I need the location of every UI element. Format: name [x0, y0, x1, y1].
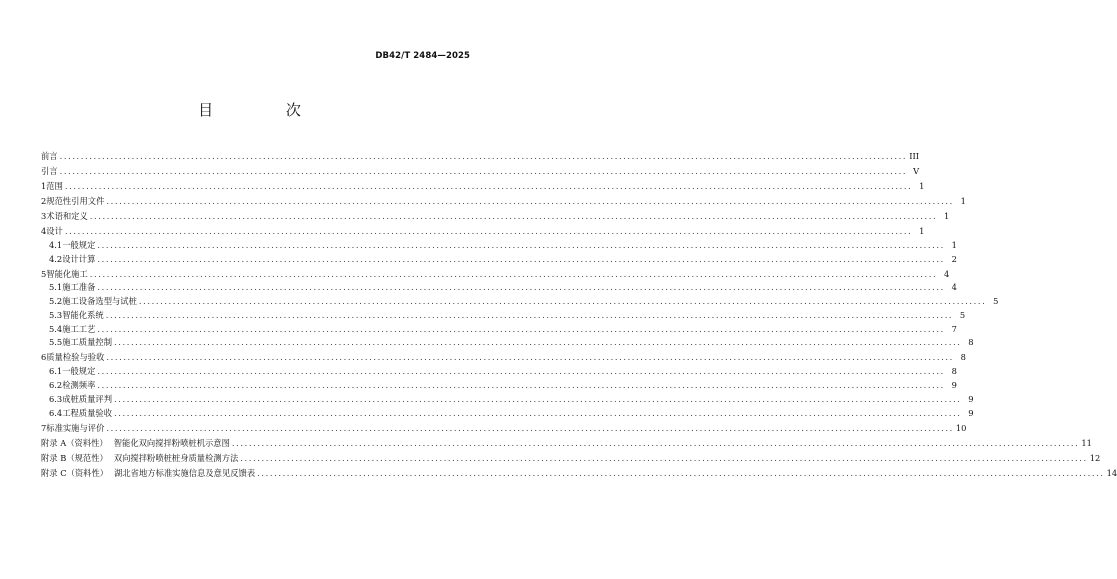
toc-entry-number: 5.5 — [49, 337, 63, 348]
toc-entry[interactable] — [41, 281, 957, 295]
toc-entry-number: 5.3 — [49, 309, 63, 320]
toc-entry-title: 湖北省地方标准实施信息及意见反馈表 — [114, 467, 256, 478]
toc-entry-number: 5.2 — [49, 296, 63, 307]
toc-entry-page: 7 — [951, 323, 957, 334]
toc-entry[interactable] — [41, 422, 967, 436]
toc-entry-title: 前言 — [41, 151, 58, 161]
toc-entry-number: 4.2 — [49, 253, 63, 264]
toc-entry-title: 设计 — [46, 225, 63, 236]
toc-entry[interactable] — [41, 452, 1101, 466]
dot-leader: ........................................................................................................................................................................................................ — [89, 268, 938, 279]
toc-entry-page: 8 — [960, 352, 966, 363]
toc-entry-title: 质量检验与验收 — [46, 352, 105, 363]
dot-leader: ........................................................................................................................................................................................................ — [257, 467, 1105, 478]
dot-leader: ........................................................................................................................................................................................................ — [240, 452, 1088, 463]
toc-entry-title: 施工设备选型与试桩 — [62, 296, 137, 307]
dot-leader: ........................................................................................................................................................................................................ — [64, 225, 913, 236]
toc-entry-title: 工程质量验收 — [62, 407, 112, 418]
toc-entry-title: 施工工艺 — [62, 323, 96, 334]
page-title: 目 次 — [198, 101, 335, 119]
toc-entry[interactable] — [41, 210, 950, 224]
toc-entry-title: 范围 — [46, 180, 63, 191]
toc-entry[interactable] — [41, 225, 925, 239]
toc-entry[interactable] — [41, 268, 950, 282]
toc-entry-number: 4 — [41, 225, 47, 236]
toc-entry-page: 5 — [993, 296, 999, 307]
dot-leader: ........................................................................................................................................................................................................ — [59, 165, 908, 176]
toc-entry-number: 6.3 — [49, 393, 63, 404]
toc-entry[interactable] — [41, 195, 966, 209]
toc-entry-title: 成桩质量评判 — [62, 393, 112, 404]
toc-entry[interactable] — [41, 407, 974, 421]
dot-leader: ........................................................................................................................................................................................................ — [231, 437, 1080, 448]
toc-entry-page: 4 — [943, 268, 950, 279]
dot-leader: ........................................................................................................................................................................................................ — [114, 407, 962, 418]
toc-entry[interactable] — [41, 393, 974, 407]
toc-entry-page: 9 — [968, 393, 974, 404]
toc-entry-page: 14 — [1106, 467, 1117, 478]
dot-leader: ........................................................................................................................................................................................................ — [89, 210, 938, 221]
dot-leader: ........................................................................................................................................................................................................ — [106, 422, 954, 433]
dot-leader: ........................................................................................................................................................................................................ — [106, 195, 954, 206]
dot-leader: ........................................................................................................................................................................................................ — [97, 253, 945, 264]
toc-entry-page: 5 — [959, 309, 966, 320]
toc-entry[interactable] — [41, 323, 957, 337]
toc-entry-title: 施工质量控制 — [62, 337, 112, 348]
dot-leader: ........................................................................................................................................................................................................ — [114, 337, 962, 348]
toc-entry-title: 一般规定 — [62, 366, 96, 377]
toc-entry-number: 附录 C（资料性） — [41, 467, 109, 478]
toc-entry[interactable] — [41, 180, 925, 194]
toc-entry-page: III — [909, 151, 920, 161]
toc-entry-title: 标准实施与评价 — [46, 422, 105, 433]
toc-entry-title: 引言 — [41, 165, 58, 176]
toc-entry-title: 一般规定 — [62, 239, 96, 250]
toc-entry-number: 附录 A（资料性） — [41, 437, 108, 448]
dot-leader: ........................................................................................................................................................................................................ — [97, 323, 945, 334]
toc-entry[interactable] — [41, 150, 920, 164]
toc-entry[interactable] — [41, 379, 957, 393]
toc-entry-page: 1 — [960, 195, 966, 206]
table-of-contents — [41, 150, 1117, 480]
toc-entry-number: 6.1 — [49, 366, 63, 377]
toc-entry[interactable] — [41, 336, 974, 350]
dot-leader: ........................................................................................................................................................................................................ — [97, 282, 945, 293]
toc-entry-number: 6.4 — [49, 407, 63, 418]
dot-leader: ........................................................................................................................................................................................................ — [97, 380, 945, 391]
toc-entry[interactable] — [41, 295, 999, 309]
dot-leader: ........................................................................................................................................................................................................ — [106, 352, 954, 363]
toc-entry-title: 智能化双向搅拌粉喷桩机示意图 — [113, 437, 230, 448]
toc-entry-page: 12 — [1089, 452, 1101, 463]
toc-entry-page: 1 — [919, 225, 925, 236]
toc-entry-title: 术语和定义 — [46, 210, 88, 221]
toc-entry-number: 7 — [41, 422, 47, 433]
toc-entry[interactable] — [41, 239, 957, 253]
toc-entry-number: 5.1 — [49, 282, 63, 293]
document-code: DB42/T 2484—2025 — [375, 51, 470, 61]
toc-entry-title: 施工准备 — [62, 282, 96, 293]
toc-entry-page: 2 — [951, 253, 957, 264]
toc-entry[interactable] — [41, 165, 920, 179]
dot-leader: ........................................................................................................................................................................................................ — [64, 180, 913, 191]
toc-entry-page: 1 — [919, 180, 925, 191]
toc-entry-title: 双向搅拌粉喷桩桩身质量检测方法 — [113, 452, 239, 463]
toc-entry-page: 1 — [943, 210, 950, 221]
toc-entry-page: 8 — [968, 337, 974, 348]
toc-entry[interactable] — [41, 365, 957, 379]
toc-entry-number: 5 — [41, 268, 47, 279]
toc-entry-number: 附录 B（规范性） — [41, 452, 108, 463]
toc-entry-page: 9 — [951, 380, 957, 391]
toc-entry-page: 11 — [1081, 437, 1092, 448]
toc-entry-number: 6 — [41, 352, 47, 363]
toc-entry[interactable] — [41, 309, 966, 323]
toc-entry-number: 3 — [41, 210, 47, 221]
dot-leader: ........................................................................................................................................................................................................ — [138, 296, 987, 307]
dot-leader: ........................................................................................................................................................................................................ — [59, 151, 908, 161]
dot-leader: ........................................................................................................................................................................................................ — [105, 309, 954, 320]
toc-entry-title: 规范性引用文件 — [46, 195, 105, 206]
toc-entry[interactable] — [41, 253, 957, 267]
toc-entry-page: 1 — [951, 239, 957, 250]
toc-entry-number: 4.1 — [49, 239, 63, 250]
toc-entry-title: 设计计算 — [62, 253, 96, 264]
toc-entry[interactable] — [41, 351, 966, 365]
toc-entry[interactable] — [41, 437, 1092, 451]
toc-entry-number: 5.4 — [49, 323, 63, 334]
toc-entry-number: 6.2 — [49, 380, 63, 391]
toc-entry-number: 2 — [41, 195, 47, 206]
toc-entry-page: 8 — [951, 366, 957, 377]
dot-leader: ........................................................................................................................................................................................................ — [97, 239, 945, 250]
toc-entry-page: V — [913, 165, 920, 176]
toc-entry-title: 智能化施工 — [46, 268, 88, 279]
toc-entry-number: 1 — [41, 180, 47, 191]
toc-entry-page: 4 — [951, 282, 957, 293]
dot-leader: ........................................................................................................................................................................................................ — [97, 366, 945, 377]
dot-leader: ........................................................................................................................................................................................................ — [114, 393, 962, 404]
toc-entry[interactable] — [41, 467, 1117, 481]
toc-entry-title: 检测频率 — [62, 380, 96, 391]
toc-entry-page: 10 — [955, 422, 967, 433]
toc-entry-page: 9 — [968, 407, 974, 418]
toc-entry-title: 智能化系统 — [62, 309, 104, 320]
